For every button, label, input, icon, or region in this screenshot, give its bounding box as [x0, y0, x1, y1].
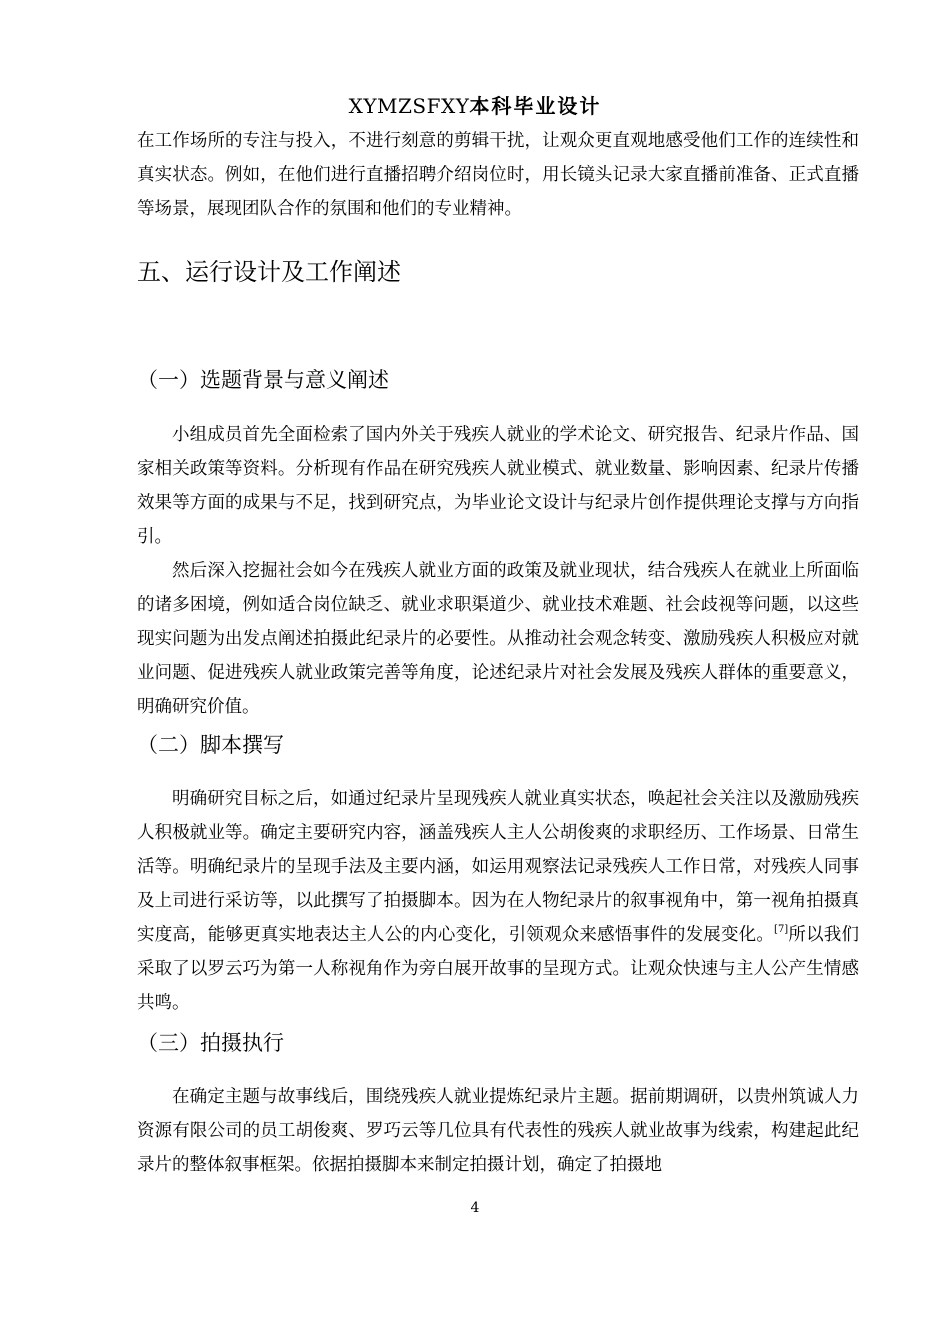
section-title: 五、运行设计及工作阐述: [137, 258, 401, 286]
subsection-3-title: （三）拍摄执行: [137, 1031, 284, 1055]
subsection-1-paragraph-1: 小组成员首先全面检索了国内外关于残疾人就业的学术论文、研究报告、纪录片作品、国家相关政策等资料。分析现有作品在研究残疾人就业模式、就业数量、影响因素、纪录片传播效果等方面的成果与不足，找到研究点，为毕业论文设计与纪录片创作提供理论支撑与方向指引。: [137, 425, 859, 547]
subsection-2-paragraph-1: [137, 782, 859, 1020]
subsection-2-text-before-citation: 明确研究目标之后，如通过纪录片呈现残疾人就业真实状态，唤起社会关注以及激励残疾人积极就业等。确定主要研究内容，涵盖残疾人主人公胡俊爽的求职经历、工作场景、日常生活等。明确纪录片的呈现手法及主要内涵，如运用观察法记录残疾人工作日常，对残疾人同事及上司进行采访等，以此撰写了拍摄脚本。因为在人物纪录片的叙事视角中，第一视角拍摄真实度高，能够更真实地表达主人公的内心变化，引领观众来感悟事件的发展变化。: [137, 789, 859, 945]
subsection-2-title: （二）脚本撰写: [137, 733, 284, 757]
subsection-1-paragraph-2: 然后深入挖掘社会如今在残疾人就业方面的政策及就业现状，结合残疾人在就业上所面临的诸多困境，例如适合岗位缺乏、就业求职渠道少、就业技术难题、社会歧视等问题，以这些现实问题为出发点阐述拍摄此纪录片的必要性。从推动社会观念转变、激励残疾人积极应对就业问题、促进残疾人就业政策完善等角度，论述纪录片对社会发展及残疾人群体的重要意义，明确研究价值。: [137, 561, 859, 717]
intro-paragraph: 在工作场所的专注与投入，不进行刻意的剪辑干扰，让观众更直观地感受他们工作的连续性和真实状态。例如，在他们进行直播招聘介绍岗位时，用长镜头记录大家直播前准备、正式直播等场景，展现团队合作的氛围和他们的专业精神。: [137, 131, 859, 219]
header-label: 本科毕业设计: [469, 94, 602, 118]
header-school-code: XYMZSFXY: [348, 94, 470, 118]
citation-marker: [7]: [774, 924, 789, 935]
page-number: 4: [470, 1200, 480, 1216]
subsection-3-paragraph-1: 在确定主题与故事线后，围绕残疾人就业提炼纪录片主题。据前期调研，以贵州筑诚人力资源有限公司的员工胡俊爽、罗巧云等几位具有代表性的残疾人就业故事为线索，构建起此纪录片的整体叙事框架。依据拍摄脚本来制定拍摄计划，确定了拍摄地: [137, 1087, 859, 1175]
subsection-1-title: （一）选题背景与意义阐述: [137, 368, 389, 392]
subsection-2-text-after-citation: 所以我们采取了以罗云巧为第一人称视角作为旁白展开故事的呈现方式。让观众快速与主人公产生情感共鸣。: [137, 925, 860, 1013]
page-header: [0, 92, 950, 120]
